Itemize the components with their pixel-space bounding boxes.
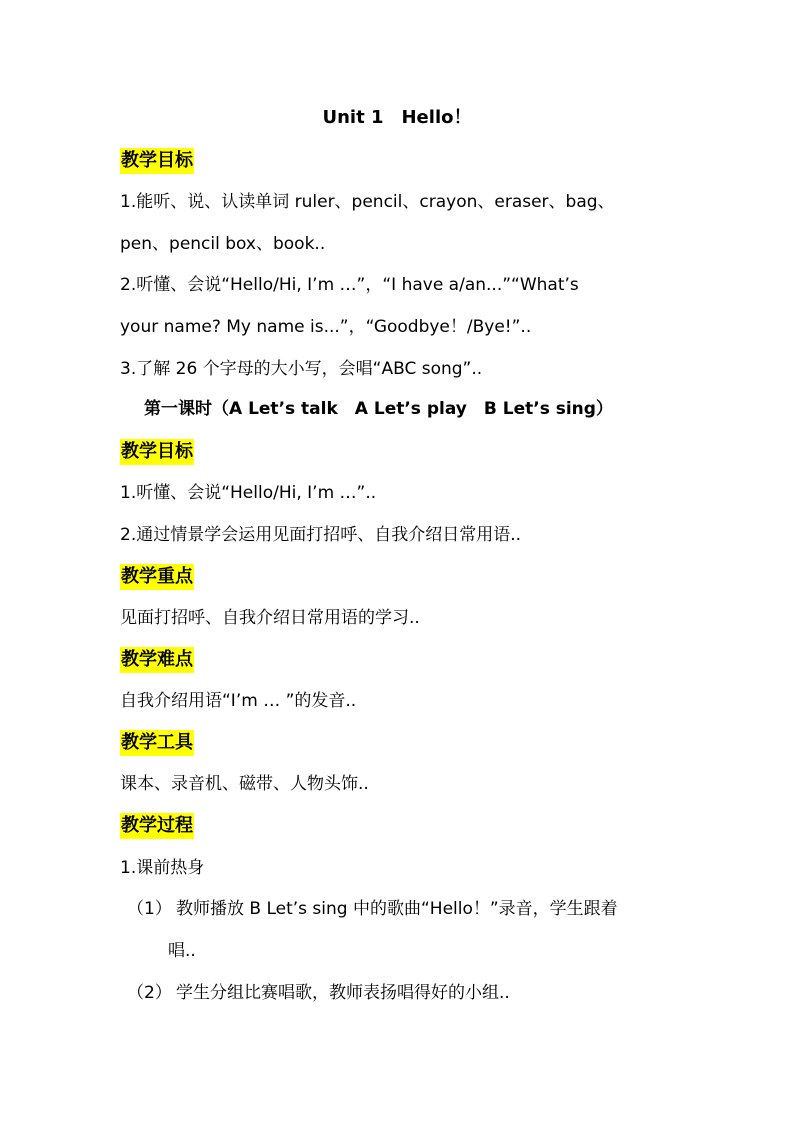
- lesson-goal-1: 1.听懂、会说“Hello/Hi, I’m …”..: [120, 483, 377, 503]
- heading-difficulties: 教学难点: [120, 647, 194, 673]
- goal-2-line-2: your name? My name is...”，“Goodbye！/Bye!”..: [120, 317, 532, 337]
- goal-1-line-2: pen、pencil box、book..: [120, 234, 326, 254]
- lesson-goal-2: 2.通过情景学会运用见面打招呼、自我介绍日常用语..: [120, 525, 522, 545]
- goal-3: 3.了解 26 个字母的大小写，会唱“ABC song”..: [120, 359, 483, 379]
- difficulties-text: 自我介绍用语“I’m … ”的发音..: [120, 691, 357, 711]
- heading-teaching-process: 教学过程: [120, 813, 194, 839]
- key-points-text: 见面打招呼、自我介绍日常用语的学习..: [120, 608, 420, 628]
- heading-teaching-tools: 教学工具: [120, 730, 194, 756]
- heading-key-points: 教学重点: [120, 564, 194, 590]
- process-step-1-1-number: （1）: [127, 899, 172, 919]
- heading-teaching-goals: 教学目标: [120, 148, 194, 174]
- process-step-1: 1.课前热身: [120, 858, 205, 878]
- process-step-1-2-text: 学生分组比赛唱歌，教师表扬唱得好的小组..: [176, 983, 510, 1003]
- process-step-1-2-number: （2）: [127, 983, 172, 1003]
- process-step-1-1-line-2: 唱..: [168, 941, 196, 961]
- unit-title: Unit 1 Hello！: [322, 107, 472, 128]
- process-step-1-1-line-1: 教师播放 B Let’s sing 中的歌曲“Hello！”录音，学生跟着: [176, 899, 618, 919]
- goal-1-line-1: 1.能听、说、认读单词 ruler、pencil、crayon、eraser、bag、: [120, 192, 615, 212]
- goal-2-line-1: 2.听懂、会说“Hello/Hi, I’m …”，“I have a/an...”“What’s: [120, 275, 579, 295]
- teaching-tools-text: 课本、录音机、磁带、人物头饰..: [120, 774, 369, 794]
- heading-lesson-goals: 教学目标: [120, 439, 194, 465]
- lesson-title: 第一课时（A Let’s talk A Let’s play B Let’s sing）: [144, 399, 613, 419]
